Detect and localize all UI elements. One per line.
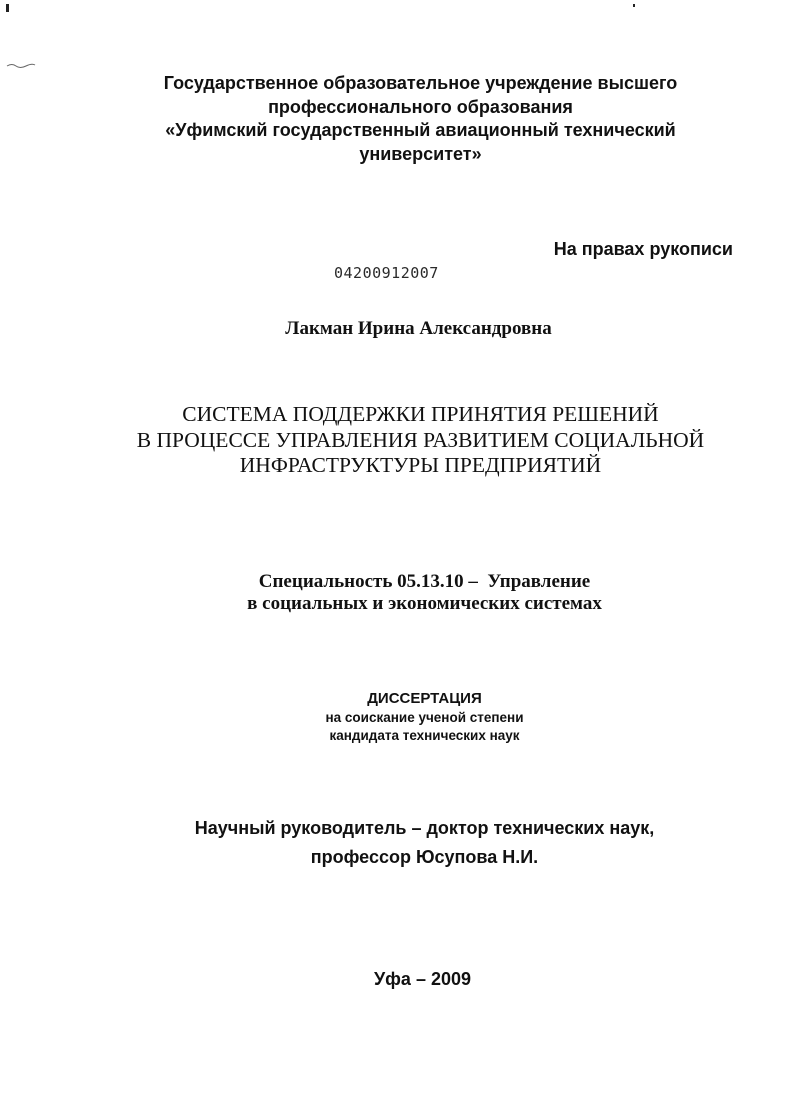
author-name: Лакман Ирина Александровна <box>285 318 552 339</box>
supervisor <box>26 814 797 872</box>
title-line-3: ИНФРАСТРУКТУРЫ ПРЕДПРИЯТИЙ <box>239 453 602 477</box>
scan-mark-top-right <box>633 4 635 7</box>
institution-line-4: университет» <box>359 143 482 164</box>
supervisor-line-2: профессор Юсупова Н.И. <box>310 847 539 867</box>
place-year: Уфа – 2009 <box>373 969 471 989</box>
title-line-1: СИСТЕМА ПОДДЕРЖКИ ПРИНЯТИЯ РЕШЕНИЙ <box>182 402 659 426</box>
degree-line-1: на соискание ученой степени <box>325 710 524 725</box>
scan-squiggle <box>6 62 36 70</box>
supervisor-line-1: Научный руководитель – доктор технических наук, <box>194 818 655 838</box>
specialty <box>26 571 797 615</box>
dissertation-degree <box>26 709 797 745</box>
scan-mark-top-left <box>6 4 9 12</box>
institution-line-3: «Уфимский государственный авиационный технический <box>165 120 676 140</box>
institution-line-1: Государственное образовательное учреждение высшего <box>163 73 678 93</box>
rights-note: На правах рукописи <box>553 239 733 259</box>
registration-number: 04200912007 <box>334 264 439 282</box>
degree-line-2: кандидата технических наук <box>329 728 520 743</box>
institution-name <box>22 72 797 166</box>
specialty-line-2: в социальных и экономических системах <box>247 593 602 614</box>
dissertation-heading: ДИССЕРТАЦИЯ <box>367 690 482 707</box>
thesis-title <box>22 402 797 479</box>
institution-line-2: профессионального образования <box>268 96 573 117</box>
specialty-line-1: Специальность 05.13.10 – Управление <box>258 571 591 592</box>
title-line-2: В ПРОЦЕССЕ УПРАВЛЕНИЯ РАЗВИТИЕМ СОЦИАЛЬНОЙ <box>136 427 705 452</box>
